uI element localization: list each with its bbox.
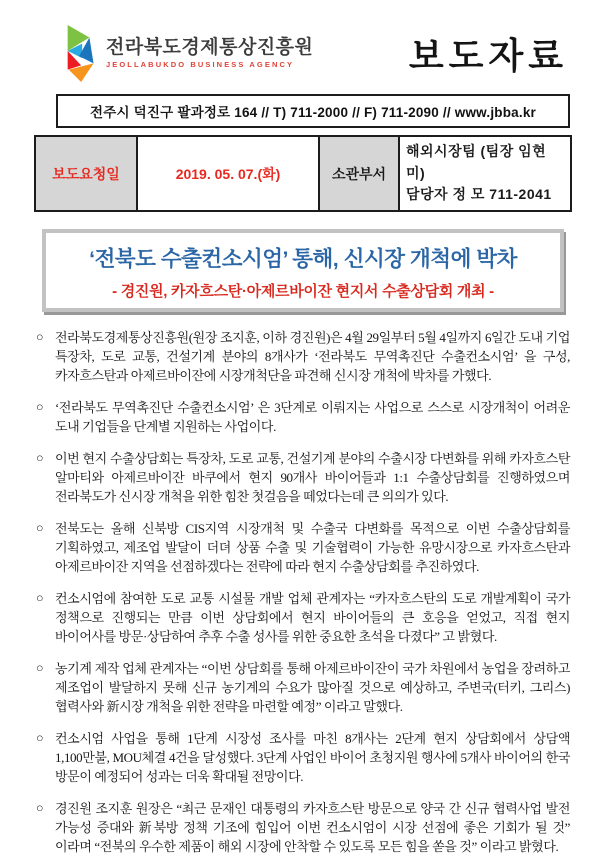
bullet-circle-icon: ○ — [36, 400, 44, 415]
agency-name-korean: 전라북도경제통상진흥원 — [106, 36, 314, 58]
paragraph-text: 전라북도경제통상진흥원(원장 조지훈, 이하 경진원)은 4월 29일부터 5월 4일까지 6일간 도내 기업 특장차, 도로 교통, 건설기계 분야의 8개사가 ‘전라북도 무역촉진단 수출컨소시엄’ 을 구성, 카자흐스탄과 아제르바이잔에 시장개척단을 파견해 신시장 개척에 박차를 가했다. — [55, 330, 570, 384]
body-paragraph — [36, 519, 570, 576]
bullet-circle-icon: ○ — [36, 801, 44, 816]
paragraph-text: 컨소시엄에 참여한 도로 교통 시설물 개발 업체 관계자는 “카자흐스탄의 도로 개발계획이 국가 정책으로 진행되는 만큼 이번 상담회에서 현지 바이어들의 큰 호응을 얻었고, 직접 현지 바이어사를 방문·상담하여 추후 수출 성사를 위한 중요한 초석을 다졌다” 고 밝혔다. — [55, 591, 570, 645]
paragraph-text: 컨소시엄 사업을 통해 1단계 시장성 조사를 마친 8개사는 2단계 현지 상담회에서 상담액 1,100만불, MOU체결 4건을 달성했다. 3단계 사업인 바이어 초청지원 행사에 5개사 바이어의 한국 방문이 예정되어 성과는 더욱 확대될 전망이다. — [55, 731, 570, 785]
bullet-circle-icon: ○ — [36, 591, 44, 606]
department-label: 소관부서 — [319, 136, 399, 211]
press-subtitle: - 경진원, 카자흐스탄·아제르바이잔 현지서 수출상담회 개최 - — [112, 283, 494, 301]
agency-name-block — [106, 38, 313, 69]
agency-logo-icon — [58, 24, 98, 82]
press-title: ‘전북도 수출컨소시엄’ 통해, 신시장 개척에 박차 — [89, 247, 517, 272]
document-type-title: 보도자료 — [408, 34, 568, 76]
paragraph-text: 경진원 조지훈 원장은 “최근 문재인 대통령의 카자흐스탄 방문으로 양국 간 신규 협력사업 발전 가능성 증대와 新북방 정책 기조에 힘입어 이번 컨소시엄이 시장 선점에 좋은 기회가 될 것” 이라며 “전북의 우수한 제품이 해외 시장에 안착할 수 있도록 모든 힘을 쏟을 것” 이라고 밝혔다. — [55, 801, 570, 855]
request-date-label: 보도요청일 — [35, 136, 137, 211]
agency-brand — [58, 24, 313, 82]
body-paragraph — [36, 659, 570, 716]
department-contact-line: 담당자 정 모 711-2041 — [406, 186, 552, 203]
table-row — [35, 136, 571, 211]
body-paragraph — [36, 398, 570, 436]
body-paragraph — [36, 729, 570, 786]
masthead — [58, 24, 568, 82]
paragraph-text: 전북도는 올해 신북방 CIS지역 시장개척 및 수출국 다변화를 목적으로 이번 수출상담회를 기획하였고, 제조업 발달이 더뎌 상품 수출 및 기술협력이 가능한 유망시장으로 카자흐스탄과 아제르바이잔 지역을 선점하겠다는 전략에 따라 현지 수출상담회를 추진하였다. — [55, 521, 570, 575]
paragraph-text: ‘전라북도 무역촉진단 수출컨소시엄’ 은 3단계로 이뤄지는 사업으로 스스로 시장개척이 어려운 도내 기업들을 단계별 지원하는 사업이다. — [55, 400, 570, 435]
bullet-circle-icon: ○ — [36, 731, 44, 746]
paragraph-text: 이번 현지 수출상담회는 특장차, 도로 교통, 건설기계 분야의 수출시장 다변화를 위해 카자흐스탄 알마티와 아제르바이잔 바쿠에서 현지 90개사 바이어들과 1:1 수출상담회를 진행하였으며 전라북도가 신시장 개척을 위한 힘찬 첫걸음을 떼었다는데 큰 의의가 있다. — [55, 451, 570, 505]
contact-address-bar: 전주시 덕진구 팔과정로 164 // T) 711-2000 // F) 711-2090 // www.jbba.kr — [56, 94, 570, 128]
body-paragraph — [36, 328, 570, 385]
department-value — [399, 136, 571, 211]
department-team-line: 해외시장팀 (팀장 임현미) — [406, 143, 547, 181]
agency-name-english: JEOLLABUKDO BUSINESS AGENCY — [106, 59, 295, 69]
press-info-table — [34, 135, 572, 212]
body-paragraph — [36, 799, 570, 856]
bullet-circle-icon: ○ — [36, 521, 44, 536]
press-body — [36, 328, 570, 856]
bullet-circle-icon: ○ — [36, 451, 44, 466]
bullet-circle-icon: ○ — [36, 661, 44, 676]
request-date-value: 2019. 05. 07.(화) — [137, 136, 319, 211]
headline-box — [42, 229, 564, 312]
body-paragraph — [36, 589, 570, 646]
bullet-circle-icon: ○ — [36, 330, 44, 345]
body-paragraph — [36, 449, 570, 506]
paragraph-text: 농기계 제작 업체 관계자는 “이번 상담회를 통해 아제르바이잔이 국가 차원에서 농업을 장려하고 제조업이 발달하지 못해 신규 농기계의 수요가 많아질 것으로 예상하고, 주변국(터키, 그리스) 협력사와 新시장 개척을 위한 전략을 마련할 예정” 이라고 말했다. — [55, 661, 570, 715]
